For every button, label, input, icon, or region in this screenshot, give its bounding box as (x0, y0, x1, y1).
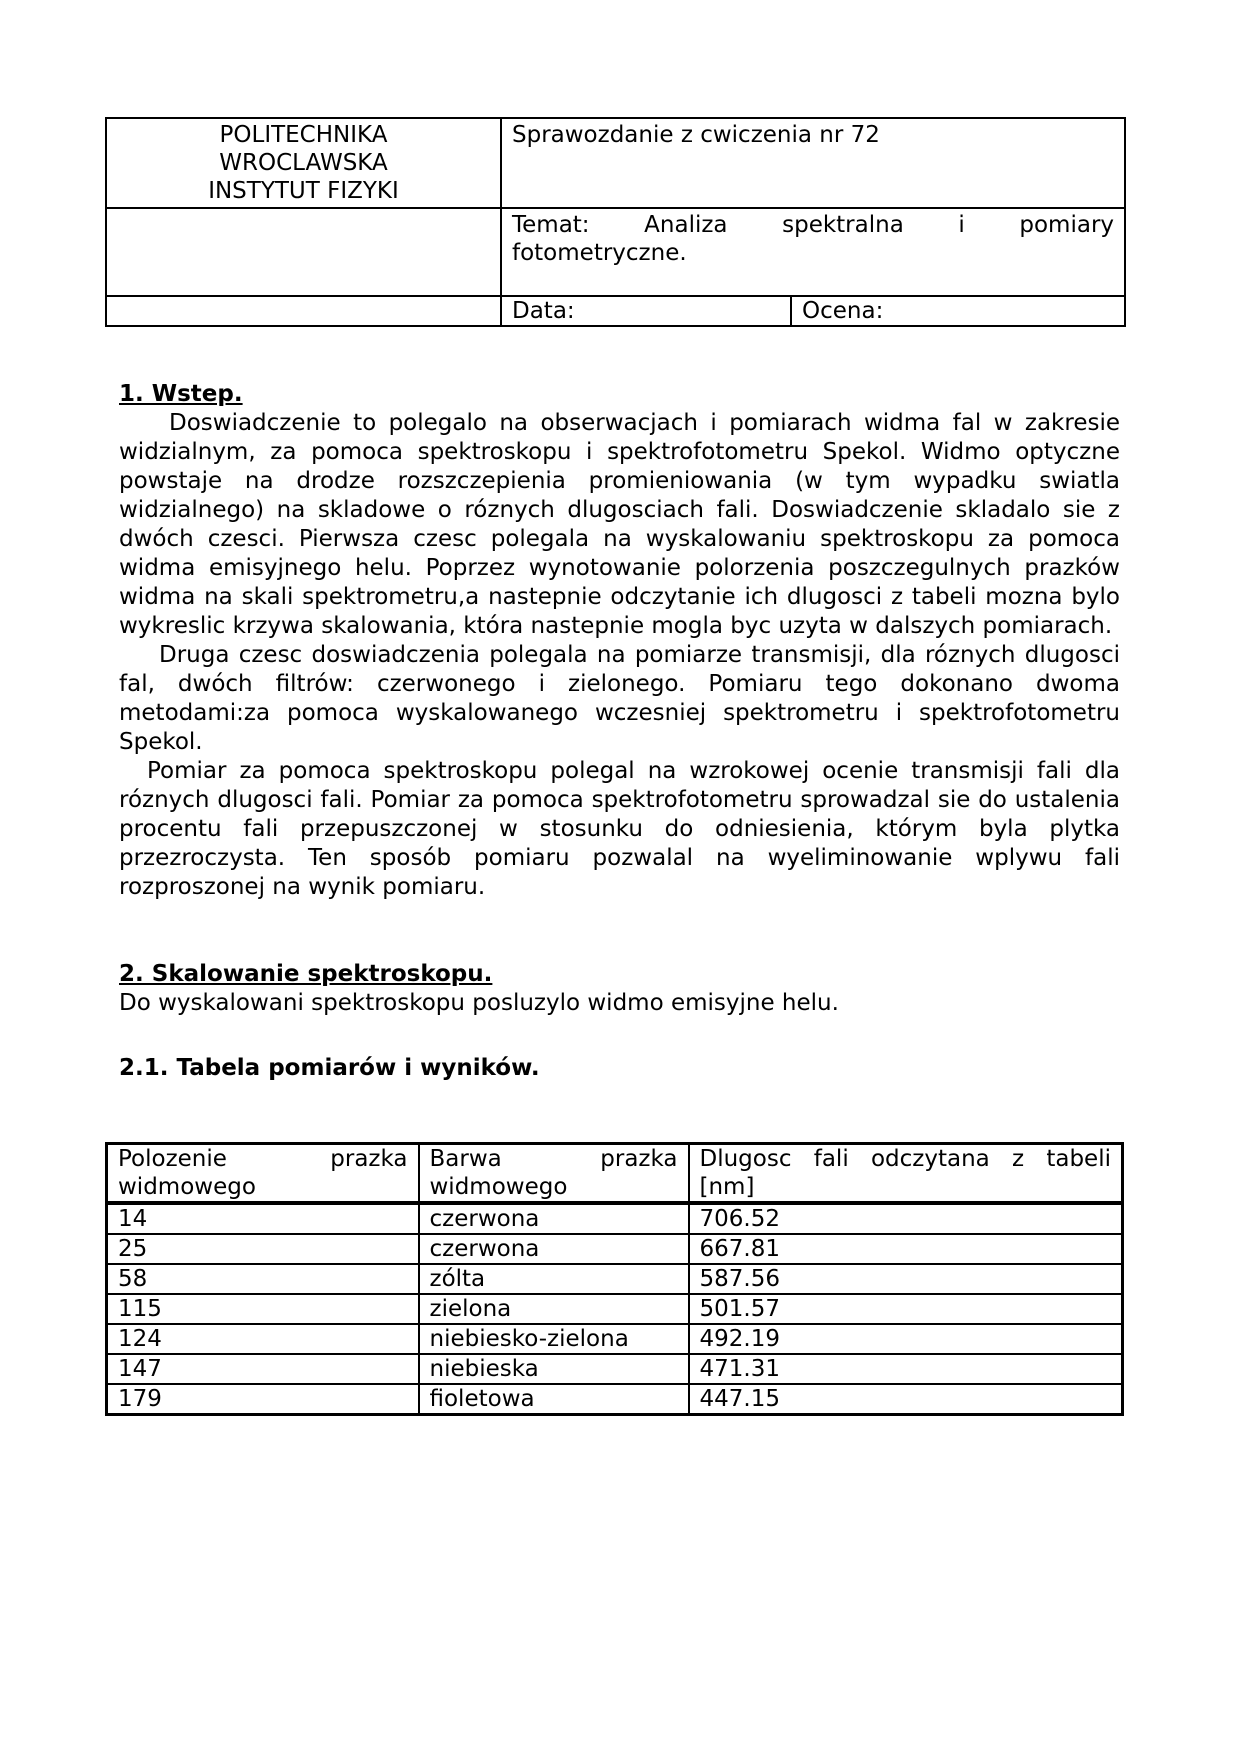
table-cell: niebiesko-zielona (419, 1324, 689, 1354)
section-heading: 2. Skalowanie spektroskopu. (119, 961, 493, 987)
report-title: Sprawozdanie z cwiczenia nr 72 (512, 122, 880, 148)
header-table (105, 117, 1126, 327)
spacer (119, 1018, 1120, 1054)
table-cell: 501.57 (689, 1294, 1123, 1324)
table-cell: zielona (419, 1294, 689, 1324)
topic-cell (501, 208, 1125, 296)
table-cell: 115 (107, 1294, 419, 1324)
table-cell: 667.81 (689, 1234, 1123, 1264)
table-row (107, 1294, 1123, 1324)
table-cell: niebieska (419, 1354, 689, 1384)
section-heading: 1. Wstep. (119, 381, 243, 407)
paragraph: Druga czesc doswiadczenia polegala na pomiarze transmisji, dla róznych dlugosci fal, dwóch filtrów: czerwonego i zielonego. Pomiaru tego dokonano dwoma metodami:za pomoca wyskalowanego wczesniej spektrometru i spektrofotometru Spekol. (119, 642, 1120, 755)
column-header: Dlugosc fali odczytana z tabeli [nm] (689, 1144, 1123, 1204)
paragraph: Pomiar za pomoca spektroskopu polegal na wzrokowej ocenie transmisji fali dla róznych dlugosci fali. Pomiar za pomoca spektrofotometru sprowadzal sie do ustalenia procentu fali przepuszczonej w stosunku do odniesienia, którym byla plytka przezroczysta. Ten sposób pomiaru pozwalal na wyeliminowanie wplywu fali rozproszonej na wynik pomiaru. (119, 758, 1120, 900)
grade-cell (791, 296, 1125, 326)
table-row (107, 1324, 1123, 1354)
date-cell (501, 296, 791, 326)
table-cell: fioletowa (419, 1384, 689, 1415)
results-table (105, 1142, 1124, 1416)
report-title-cell (501, 118, 1125, 208)
empty-cell (106, 208, 501, 296)
table-row (107, 1264, 1123, 1294)
institution-cell (106, 118, 501, 208)
table-cell: 471.31 (689, 1354, 1123, 1384)
institution-line: INSTYTUT FIZYKI (208, 178, 399, 204)
table-cell: 14 (107, 1203, 419, 1234)
table-row (107, 1234, 1123, 1264)
table-cell: 147 (107, 1354, 419, 1384)
table-cell: 492.19 (689, 1324, 1123, 1354)
table-cell: 179 (107, 1384, 419, 1415)
spacer (119, 902, 1120, 960)
topic-line: fotometryczne. (512, 240, 687, 266)
header-row-title (106, 118, 1125, 208)
institution-line: WROCLAWSKA (219, 150, 388, 176)
table-row (107, 1354, 1123, 1384)
table-cell: 124 (107, 1324, 419, 1354)
grade-label: Ocena: (802, 298, 884, 324)
paragraph: Do wyskalowani spektroskopu posluzylo widmo emisyjne helu. (119, 990, 839, 1016)
table-cell: czerwona (419, 1234, 689, 1264)
table-cell: zólta (419, 1264, 689, 1294)
column-header: Polozenie prazka widmowego (107, 1144, 419, 1204)
table-row (107, 1384, 1123, 1415)
header-row-topic (106, 208, 1125, 296)
table-row (107, 1203, 1123, 1234)
table-cell: 587.56 (689, 1264, 1123, 1294)
column-header: Barwa prazka widmowego (419, 1144, 689, 1204)
table-cell: 25 (107, 1234, 419, 1264)
date-label: Data: (512, 298, 575, 324)
institution-line: POLITECHNIKA (219, 122, 388, 148)
empty-cell (106, 296, 501, 326)
topic-line: Temat: Analiza spektralna i pomiary (512, 212, 1115, 238)
table-header-row (107, 1144, 1123, 1204)
subsection-heading: 2.1. Tabela pomiarów i wyników. (119, 1055, 540, 1081)
paragraph: Doswiadczenie to polegalo na obserwacjach i pomiarach widma fal w zakresie widzialnym, za pomoca spektroskopu i spektrofotometru Spekol. Widmo optyczne powstaje na drodze rozszczepienia promieniowania (w tym wypadku swiatla widzialnego) na skladowe o róznych dlugosciach fali. Doswiadczenie skladalo sie z dwóch czesci. Pierwsza czesc polegala na wyskalowaniu spektroskopu za pomoca widma emisyjnego helu. Poprzez wynotowanie polorzenia poszczegulnych prazków widma na skali spektrometru,a nastepnie odczytanie ich dlugosci z tabeli mozna bylo wykreslic krzywa skalowania, która nastepnie mogla byc uzyta w dalszych pomiarach. (119, 410, 1120, 639)
report-body (119, 380, 1120, 1083)
header-row-date (106, 296, 1125, 326)
table-cell: 447.15 (689, 1384, 1123, 1415)
table-cell: 706.52 (689, 1203, 1123, 1234)
table-cell: 58 (107, 1264, 419, 1294)
table-cell: czerwona (419, 1203, 689, 1234)
